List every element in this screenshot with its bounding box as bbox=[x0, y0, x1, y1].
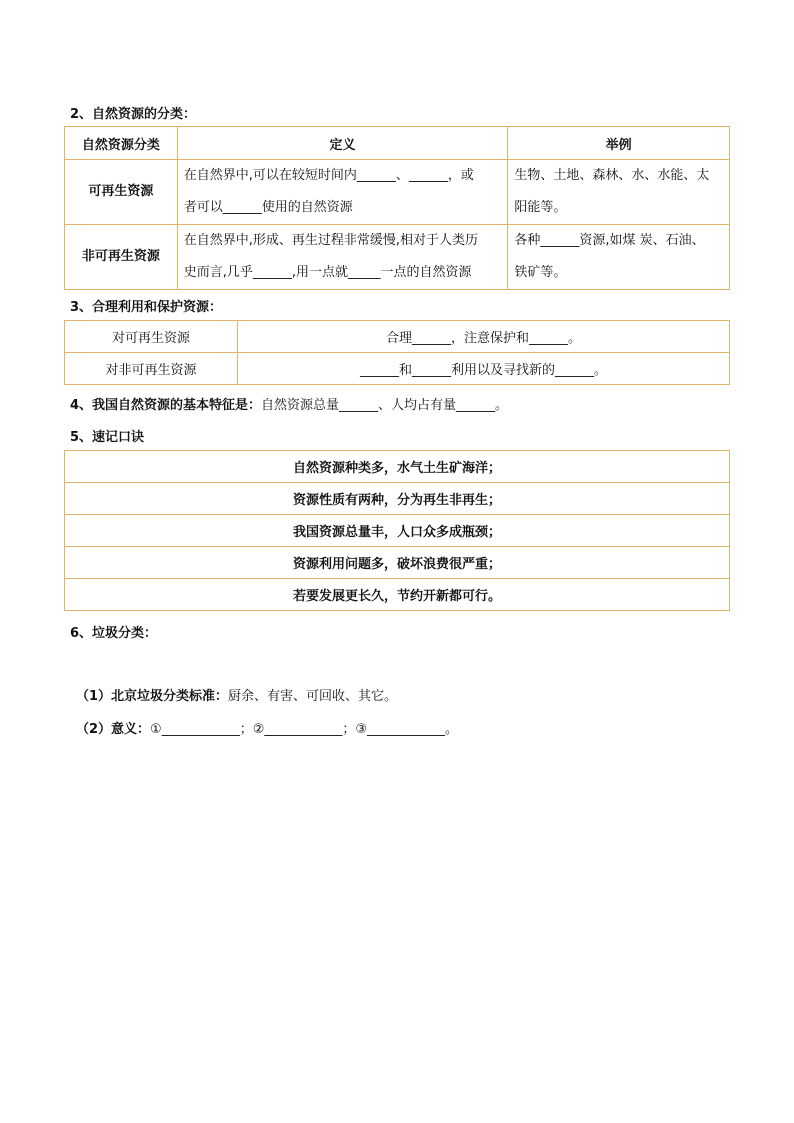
definition-line: 史而言,几乎______,用一点就_____一点的自然资源 bbox=[183, 265, 472, 280]
examples-line: 各种______资源,如煤 炭、石油、 bbox=[514, 233, 705, 248]
item-2-label: （2）意义： bbox=[76, 722, 151, 737]
examples-line: 铁矿等。 bbox=[514, 265, 567, 280]
item-1-label: （1）北京垃圾分类标准： bbox=[76, 689, 229, 704]
item-1-text: 厨余、有害、可回收、其它。 bbox=[228, 689, 398, 704]
row-label: 对非可再生资源 bbox=[65, 353, 238, 385]
section-3-title: 3、合理利用和保护资源： bbox=[70, 300, 223, 315]
mnemonic-line: 我国资源总量丰，人口众多成瓶颈； bbox=[65, 515, 730, 547]
header-examples: 举例 bbox=[508, 127, 730, 160]
row-definition bbox=[177, 225, 508, 290]
table-row bbox=[65, 451, 730, 483]
header-category: 自然资源分类 bbox=[65, 127, 178, 160]
definition-line: 在自然界中,可以在较短时间内______、______，或 bbox=[183, 168, 474, 183]
table-row bbox=[65, 353, 730, 385]
examples-line: 阳能等。 bbox=[514, 200, 567, 215]
definition-line: 在自然界中,形成、再生过程非常缓慢,相对于人类历 bbox=[183, 233, 478, 248]
definition-line: 者可以______使用的自然资源 bbox=[183, 200, 353, 215]
table-row bbox=[65, 515, 730, 547]
section-6-item-1 bbox=[76, 685, 397, 704]
mnemonic-table bbox=[64, 450, 730, 611]
row-label: 对可再生资源 bbox=[65, 321, 238, 353]
table-row bbox=[65, 547, 730, 579]
table-row bbox=[65, 579, 730, 611]
table-row bbox=[65, 321, 730, 353]
section-5-title: 5、速记口诀 bbox=[70, 430, 145, 445]
table-row bbox=[65, 483, 730, 515]
table-row bbox=[65, 160, 730, 225]
section-4-title: 4、我国自然资源的基本特征是： bbox=[70, 398, 262, 413]
row-definition bbox=[177, 160, 508, 225]
resource-classification-table bbox=[64, 126, 730, 290]
row-category: 非可再生资源 bbox=[65, 225, 178, 290]
table-header-row bbox=[65, 127, 730, 160]
row-examples bbox=[508, 160, 730, 225]
item-2-text: ①____________；②____________；③____________。 bbox=[150, 722, 459, 737]
resource-protection-table bbox=[64, 320, 730, 385]
table-row bbox=[65, 225, 730, 290]
section-4-text: 自然资源总量______、人均占有量______。 bbox=[261, 398, 509, 413]
mnemonic-line: 资源性质有两种，分为再生非再生； bbox=[65, 483, 730, 515]
examples-line: 生物、土地、森林、水、水能、太 bbox=[514, 168, 710, 183]
section-6-item-2 bbox=[76, 718, 458, 737]
mnemonic-line: 自然资源种类多，水气土生矿海洋； bbox=[65, 451, 730, 483]
row-value: ______和______利用以及寻找新的______。 bbox=[238, 353, 730, 385]
mnemonic-line: 若要发展更长久，节约开新都可行。 bbox=[65, 579, 730, 611]
section-6-title: 6、垃圾分类： bbox=[70, 626, 158, 641]
row-examples bbox=[508, 225, 730, 290]
section-2-title: 2、自然资源的分类： bbox=[70, 107, 197, 122]
section-4-line bbox=[70, 394, 508, 413]
header-definition: 定义 bbox=[177, 127, 508, 160]
row-value: 合理______，注意保护和______。 bbox=[238, 321, 730, 353]
row-category: 可再生资源 bbox=[65, 160, 178, 225]
mnemonic-line: 资源利用问题多，破坏浪费很严重； bbox=[65, 547, 730, 579]
